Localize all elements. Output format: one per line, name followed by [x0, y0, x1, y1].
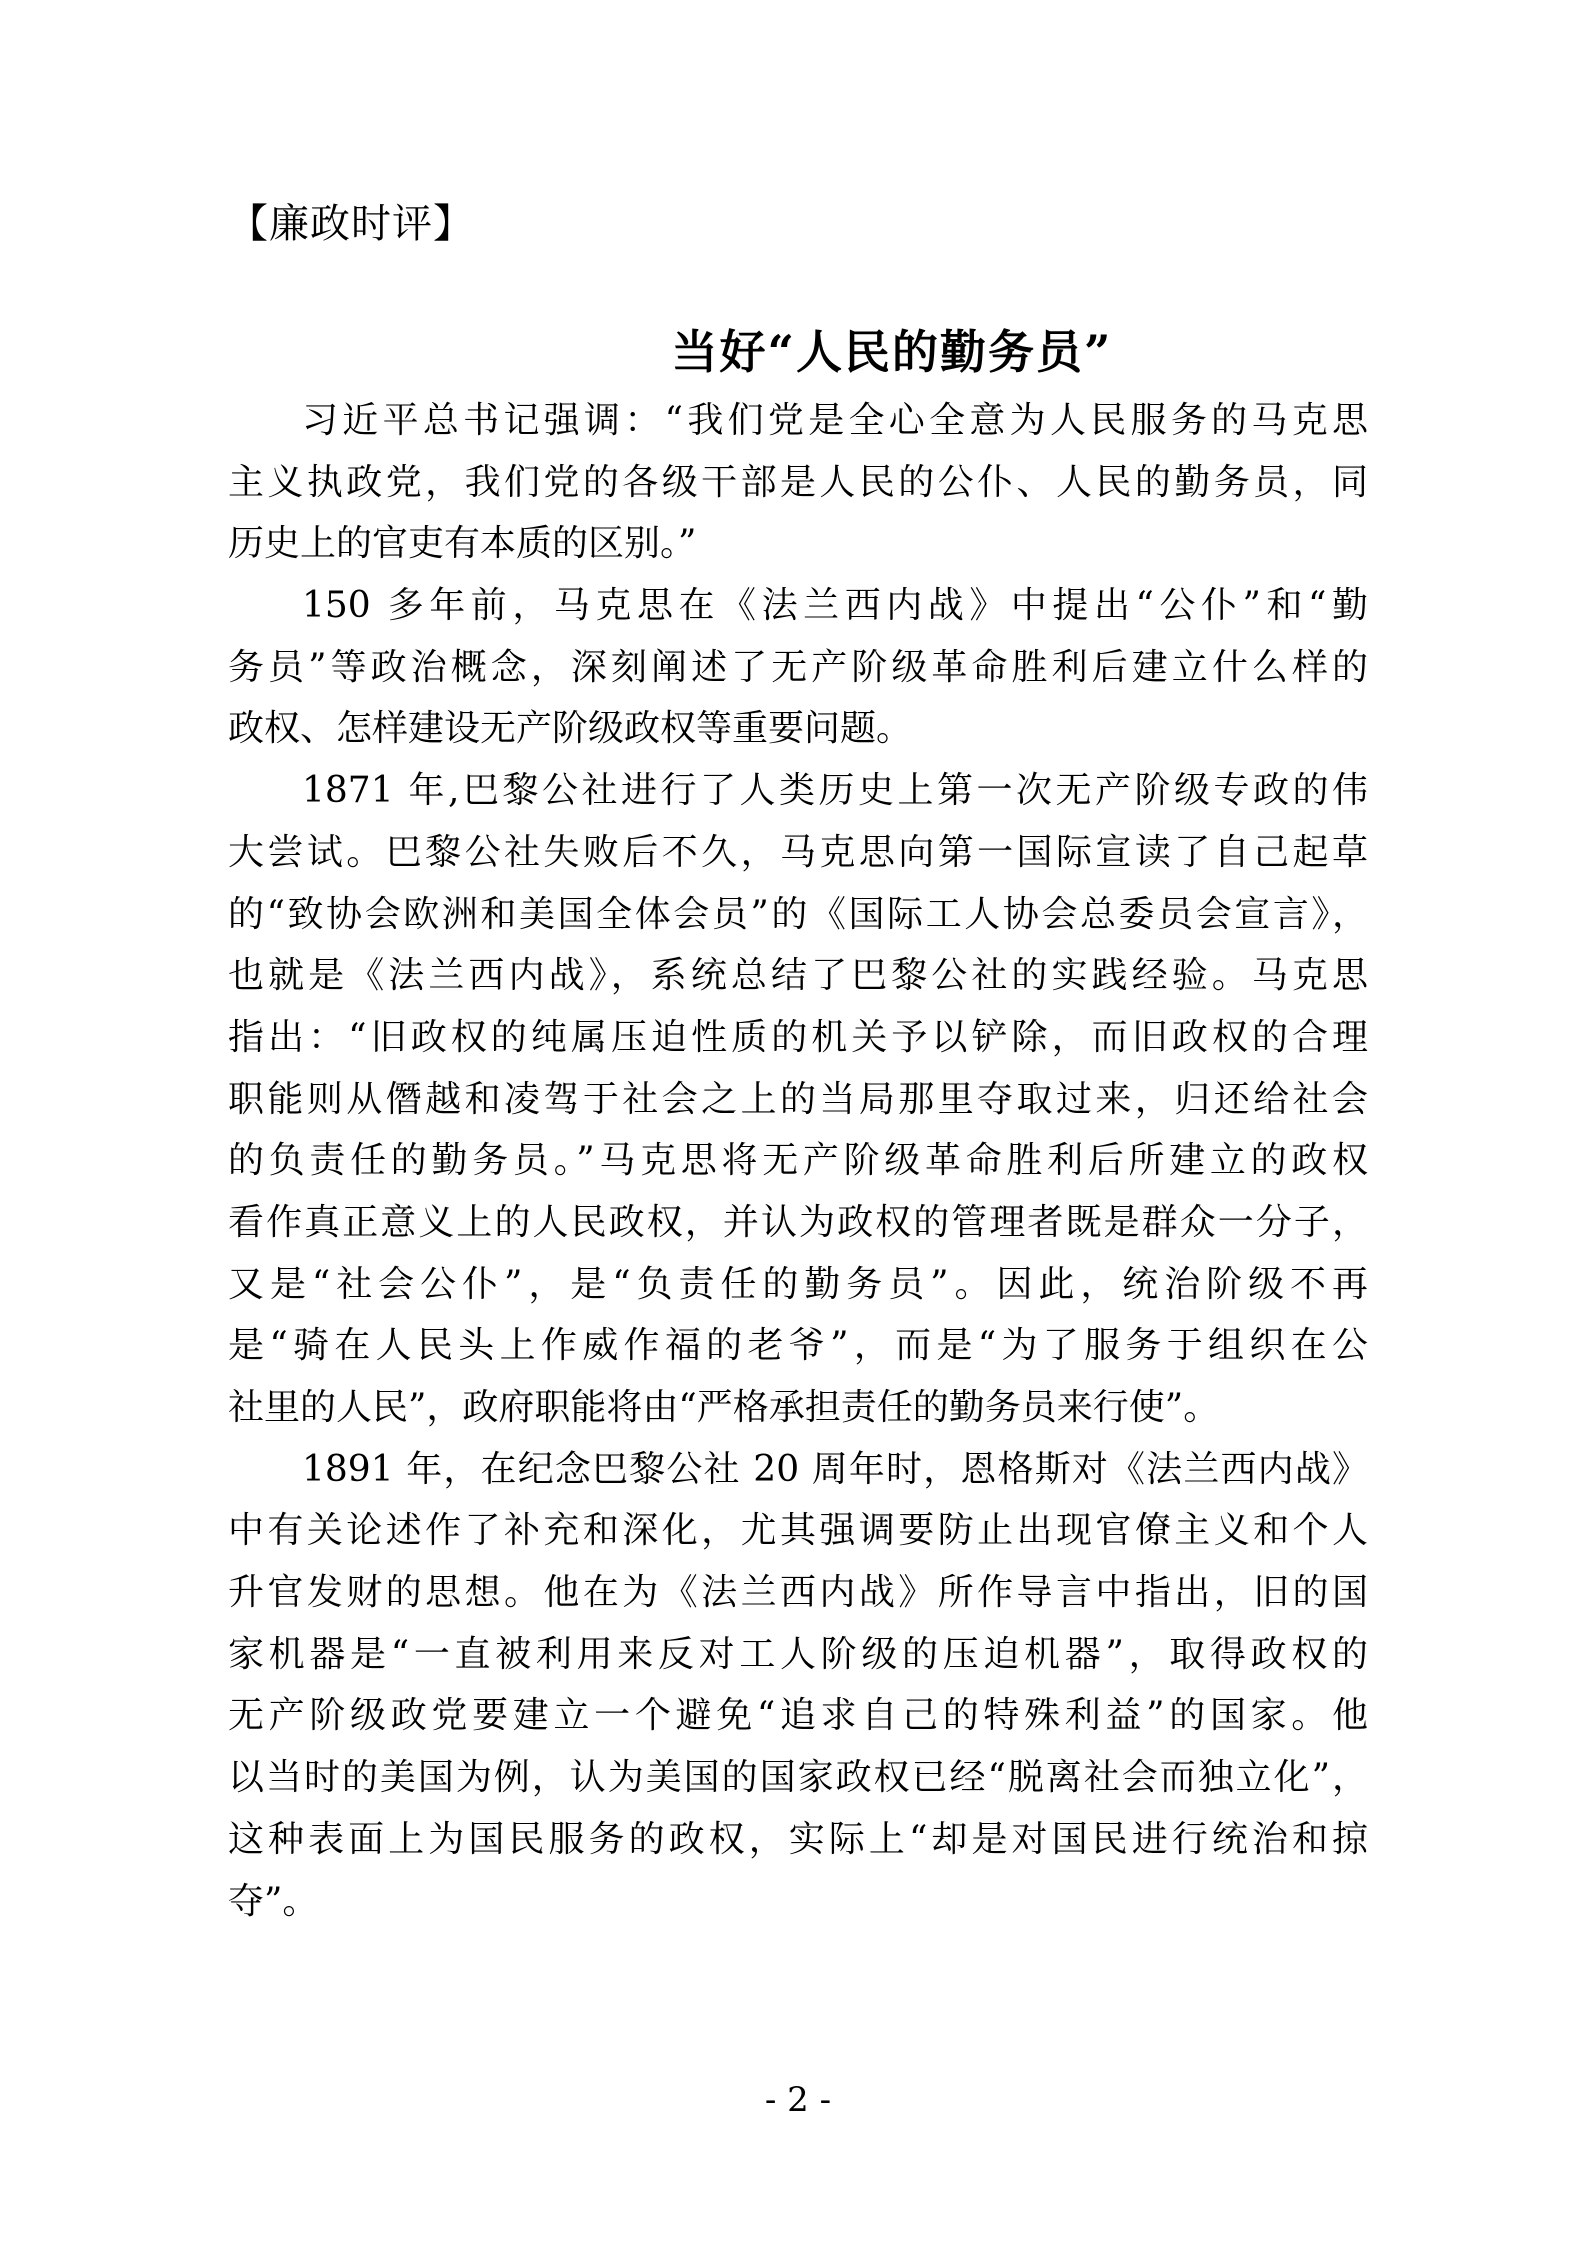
text-line: 无产阶级政党要建立一个避免“追求自己的特殊利益”的国家。他: [228, 1695, 1368, 1737]
page-number: - 2 -: [764, 2080, 832, 2120]
article-body: [228, 390, 1368, 1932]
text-line: 1891 年，在纪念巴黎公社 20 周年时，恩格斯对《法兰西内战》: [302, 1448, 1368, 1490]
text-line: 1871 年,巴黎公社进行了人类历史上第一次无产阶级专政的伟: [302, 770, 1368, 812]
text-line: 150 多年前，马克思在《法兰西内战》中提出“公仆”和“勤: [302, 585, 1368, 627]
article-title: 当好“人民的勤务员”: [671, 325, 1113, 379]
text-line: 社里的人民”，政府职能将由“严格承担责任的勤务员来行使”。: [228, 1387, 1220, 1428]
text-line: 夺”。: [228, 1880, 319, 1922]
text-line: 家机器是“一直被利用来反对工人阶级的压迫机器”，取得政权的: [228, 1633, 1368, 1675]
text-line: 历史上的官吏有本质的区别。”: [228, 523, 697, 565]
text-line: 的“致协会欧洲和美国全体会员”的《国际工人协会总委员会宣言》，: [228, 893, 1368, 935]
text-line: 是“骑在人民头上作威作福的老爷”，而是“为了服务于组织在公: [228, 1325, 1368, 1367]
text-line: 大尝试。巴黎公社失败后不久，马克思向第一国际宣读了自己起草: [228, 831, 1368, 873]
category-tag: 【廉政时评】: [228, 201, 474, 247]
text-line: 的负责任的勤务员。”马克思将无产阶级革命胜利后所建立的政权: [228, 1140, 1368, 1182]
text-line: 指出：“旧政权的纯属压迫性质的机关予以铲除，而旧政权的合理: [228, 1016, 1368, 1058]
text-line: 政权、怎样建设无产阶级政权等重要问题。: [228, 708, 913, 750]
text-line: 主义执政党，我们党的各级干部是人民的公仆、人民的勤务员，同: [228, 461, 1368, 503]
text-line: 以当时的美国为例，认为美国的国家政权已经“脱离社会而独立化”，: [228, 1757, 1368, 1799]
text-line: 又是“社会公仆”，是“负责任的勤务员”。因此，统治阶级不再: [228, 1263, 1368, 1305]
text-line: 职能则从僭越和凌驾于社会之上的当局那里夺取过来，归还给社会: [228, 1078, 1368, 1120]
text-line: 这种表面上为国民服务的政权，实际上“却是对国民进行统治和掠: [228, 1818, 1368, 1860]
text-line: 务员”等政治概念，深刻阐述了无产阶级革命胜利后建立什么样的: [228, 646, 1368, 688]
text-line: 升官发财的思想。他在为《法兰西内战》所作导言中指出，旧的国: [228, 1572, 1368, 1614]
text-line: 看作真正意义上的人民政权，并认为政权的管理者既是群众一分子，: [228, 1201, 1368, 1243]
text-line: 习近平总书记强调：“我们党是全心全意为人民服务的马克思: [302, 400, 1368, 441]
text-line: 也就是《法兰西内战》，系统总结了巴黎公社的实践经验。马克思: [228, 955, 1368, 997]
text-line: 中有关论述作了补充和深化，尤其强调要防止出现官僚主义和个人: [228, 1510, 1368, 1552]
